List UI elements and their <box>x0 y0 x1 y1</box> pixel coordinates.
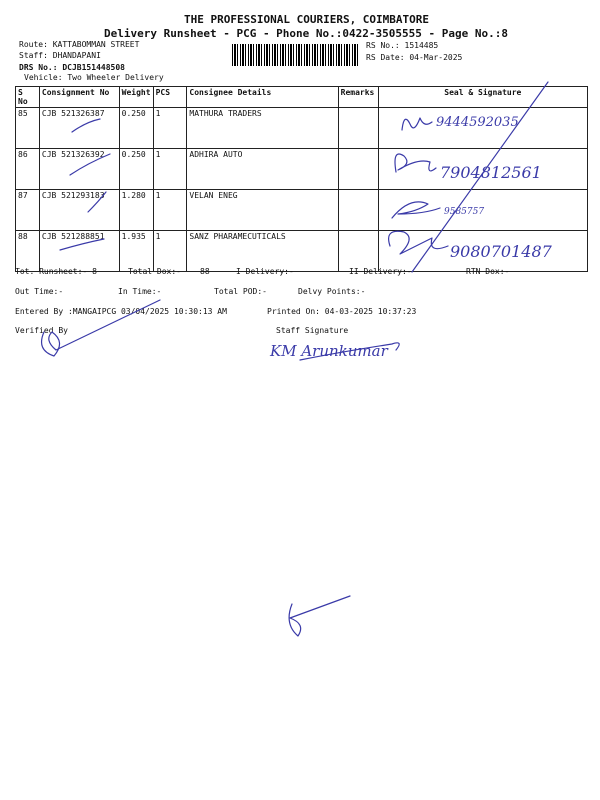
entered-by: Entered By :MANGAIPCG 03/04/2025 10:30:13 AM <box>15 307 227 316</box>
row-weight: 0.250 <box>119 108 153 149</box>
col-weight: Weight <box>119 87 153 108</box>
handwritten-phone: 9444592035 <box>436 115 519 130</box>
delvy-points: Delvy Points:- <box>298 287 366 296</box>
tot-runsheet: Tot. Runsheet:- 8 <box>15 267 97 276</box>
row-consignment: CJB 521326387 <box>39 108 119 149</box>
out-time: Out Time:- <box>15 287 64 296</box>
tick-mark <box>70 154 110 175</box>
handwritten-phone: 7904812561 <box>440 163 542 182</box>
row-pcs: 1 <box>153 149 187 190</box>
row-pcs: 1 <box>153 231 187 272</box>
row-sno: 86 <box>16 149 40 190</box>
row-consignment: CJB 521288851 <box>39 231 119 272</box>
row-consignee: SANZ PHARAMECUTICALS <box>187 231 338 272</box>
verified-signature <box>42 300 160 356</box>
rs-number: RS No.: 1514485 <box>366 41 439 50</box>
total-dox-label: Total Dox:- <box>128 267 181 276</box>
row-weight: 0.250 <box>119 149 153 190</box>
row-sno: 85 <box>16 108 40 149</box>
vehicle: Vehicle: Two Wheeler Delivery <box>24 73 164 82</box>
printed-on: Printed On: 04-03-2025 10:37:23 <box>267 307 417 316</box>
row-pcs: 1 <box>153 190 187 231</box>
runsheet-title: Delivery Runsheet - PCG - Phone No.:0422-3505555 - Page No.:8 <box>104 27 508 40</box>
staff: Staff: DHANDAPANI <box>19 51 101 60</box>
company-name: THE PROFESSIONAL COURIERS, COIMBATORE <box>184 13 430 26</box>
row-sno: 88 <box>16 231 40 272</box>
tick-mark <box>72 119 100 132</box>
total-dox-value: 88 <box>200 267 210 276</box>
tick-mark <box>60 239 104 250</box>
row-consignment: CJB 521326392 <box>39 149 119 190</box>
row-sno: 87 <box>16 190 40 231</box>
drs-number: DRS No.: DCJB151448508 <box>19 63 125 72</box>
row-weight: 1.935 <box>119 231 153 272</box>
rtn-dox: RTN Dox:- <box>466 267 510 276</box>
row-weight: 1.280 <box>119 190 153 231</box>
signature-scribble <box>392 202 440 218</box>
col-remarks: Remarks <box>338 87 378 108</box>
ii-delivery: II Delivery:- <box>349 267 412 276</box>
signature-scribble <box>402 118 432 130</box>
total-pod: Total POD:- <box>214 287 267 296</box>
row-consignment: CJB 521293183 <box>39 190 119 231</box>
tick-mark <box>88 192 106 212</box>
row-consignee: VELAN ENEG <box>187 190 338 231</box>
staff-signature: KM Arunkumar <box>270 342 388 360</box>
col-consignee: Consignee Details <box>187 87 338 108</box>
handwritten-phone: 9585757 <box>444 207 485 217</box>
stray-ink-mark <box>289 596 350 636</box>
col-sno: S No <box>16 87 40 108</box>
signature-scribble <box>395 154 436 172</box>
handwritten-phone: 9080701487 <box>450 242 552 261</box>
col-consignment: Consignment No <box>39 87 119 108</box>
in-time: In Time:- <box>118 287 162 296</box>
row-consignee: ADHIRA AUTO <box>187 149 338 190</box>
col-seal: Seal & Signature <box>378 87 587 108</box>
row-pcs: 1 <box>153 108 187 149</box>
rs-date: RS Date: 04-Mar-2025 <box>366 53 463 62</box>
staff-signature-label: Staff Signature <box>276 326 349 335</box>
row-consignee: MATHURA TRADERS <box>187 108 338 149</box>
i-delivery: I Delivery:- <box>236 267 294 276</box>
route: Route: KATTABOMMAN STREET <box>19 40 140 49</box>
verified-by: Verified By <box>15 326 68 335</box>
col-pcs: PCS <box>153 87 187 108</box>
